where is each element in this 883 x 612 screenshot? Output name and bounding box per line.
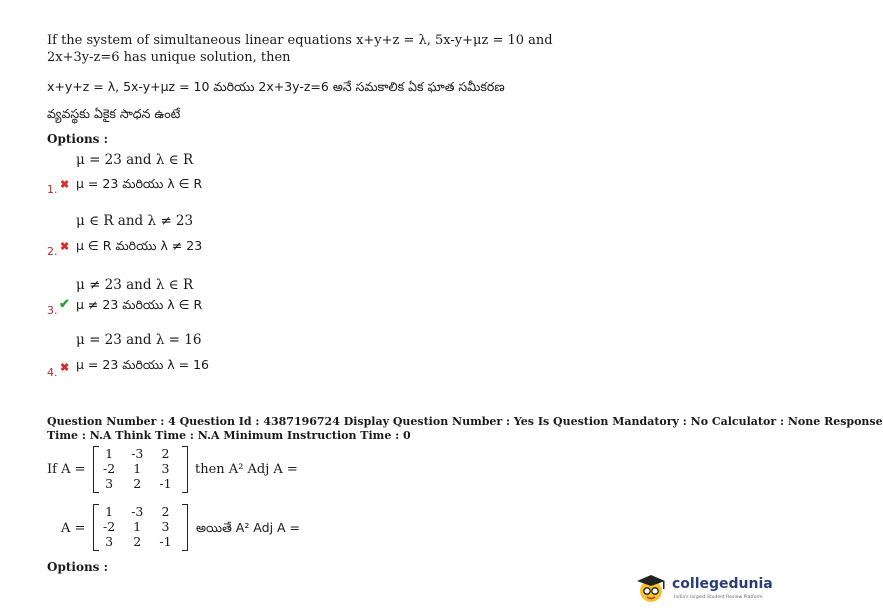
matrix-cell: 3 [161, 519, 170, 534]
matrix-cell: 1 [133, 519, 142, 534]
wrong-icon: ✖ [60, 361, 70, 374]
matrix-cell: 2 [133, 534, 142, 549]
matrix-question-telugu-prefix: A = [61, 521, 86, 536]
option-2-number: 2. [47, 245, 58, 258]
option-1-number: 1. [47, 183, 58, 196]
matrix-cell: 2 [161, 446, 170, 461]
wrong-icon: ✖ [60, 240, 70, 253]
logo-name: collegedunia [672, 576, 773, 592]
matrix-question-telugu-suffix: అయితే A² Adj A = [196, 520, 301, 535]
matrix-cell: 1 [133, 461, 142, 476]
collegedunia-logo [633, 572, 783, 606]
graduate-mascot-icon [633, 572, 669, 604]
option-3-number: 3. [47, 304, 58, 317]
question-english-line2: 2x+3y-z=6 has unique solution, then [47, 50, 291, 65]
matrix-cell: 1 [105, 446, 114, 461]
question-meta-line2: Time : N.A Think Time : N.A Minimum Instruction Time : 0 [47, 429, 411, 442]
matrix-cell: 2 [161, 504, 170, 519]
matrix-cell: -1 [159, 534, 172, 549]
option-2-english: μ ∈ R and λ ≠ 23 [76, 213, 194, 229]
options-label-next: Options : [47, 560, 109, 574]
matrix-cell: -2 [103, 461, 116, 476]
matrix-cell: -3 [131, 504, 144, 519]
option-2-telugu: μ ∈ R మరియు λ ≠ 23 [76, 238, 203, 253]
correct-check-icon: ✔ [59, 297, 70, 312]
matrix-cell: 2 [133, 476, 142, 491]
matrix-cell: 1 [105, 504, 114, 519]
question-telugu-line1: x+y+z = λ, 5x-y+μz = 10 మరియు 2x+3y-z=6 అనే సమకాలిక ఏక ఘాత సమీకరణ [47, 79, 505, 94]
matrix-cell: 3 [105, 476, 114, 491]
matrix-cell: -3 [131, 446, 144, 461]
matrix-cell: -2 [103, 519, 116, 534]
option-4-number: 4. [47, 366, 58, 379]
logo-tagline: India's largest Student Review Platform [674, 595, 763, 600]
option-4-english: μ = 23 and λ = 16 [76, 332, 202, 348]
matrix-english [93, 446, 188, 493]
option-4-telugu: μ = 23 మరియు λ = 16 [76, 357, 209, 372]
question-telugu-line2: వ్యవస్థకు ఏకైక సాధన ఉంటే [47, 106, 181, 121]
matrix-cell: -1 [159, 476, 172, 491]
matrix-telugu [93, 504, 188, 551]
option-3-english: μ ≠ 23 and λ ∈ R [76, 277, 194, 293]
option-1-english: μ = 23 and λ ∈ R [76, 152, 194, 168]
matrix-cell: 3 [105, 534, 114, 549]
matrix-question-english-prefix: If A = [47, 462, 86, 477]
options-label: Options : [47, 132, 109, 146]
option-3-telugu: μ ≠ 23 మరియు λ ∈ R [76, 297, 203, 312]
wrong-icon: ✖ [60, 178, 70, 191]
question-english-line1: If the system of simultaneous linear equations x+y+z = λ, 5x-y+μz = 10 and [47, 33, 553, 48]
option-1-telugu: μ = 23 మరియు λ ∈ R [76, 176, 203, 191]
matrix-question-english-suffix: then A² Adj A = [195, 462, 298, 477]
question-meta-line1: Question Number : 4 Question Id : 4387196724 Display Question Number : Yes Is Question Mandatory : No Calculator : None Response [47, 415, 883, 428]
matrix-cell: 3 [161, 461, 170, 476]
